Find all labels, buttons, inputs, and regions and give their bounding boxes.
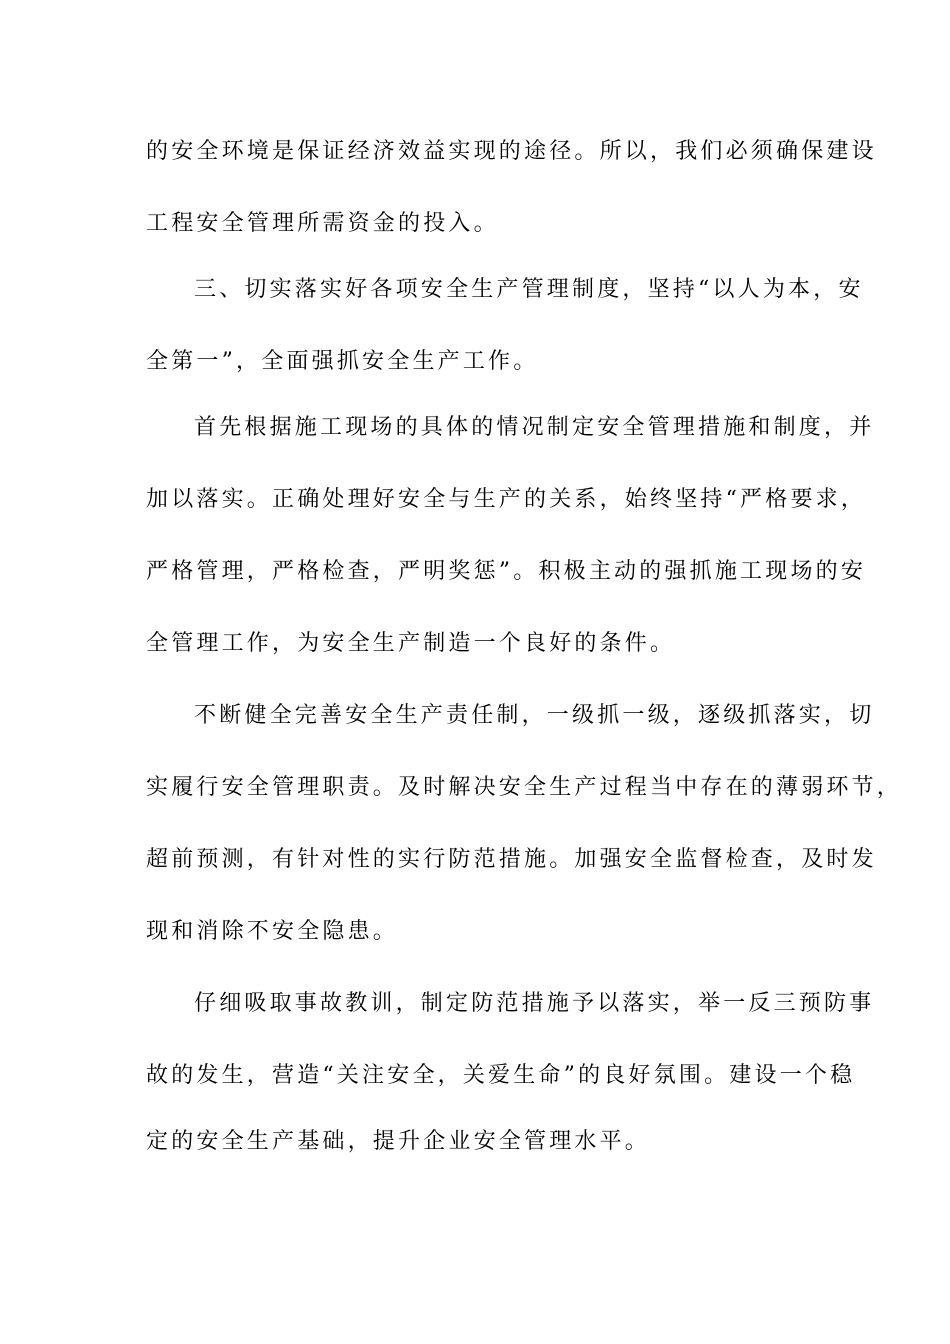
text-line: [0, 270, 950, 310]
line-text: 工程安全管理所需资金的投入。: [146, 211, 499, 236]
paragraph-first-line: 三、切实落实好各项安全生产管理制度，坚持“以人为本，安: [194, 277, 864, 302]
text-line: [0, 912, 950, 952]
line-text: 实履行安全管理职责。及时解决安全生产过程当中存在的薄弱环节，: [146, 775, 903, 800]
line-text: 的安全环境是保证经济效益实现的途径。所以，我们必须确保建设: [146, 139, 877, 164]
text-line: [0, 624, 950, 664]
line-text: 严格管理，严格检查，严明奖惩”。积极主动的强抓施工现场的安: [146, 559, 867, 584]
line-text: 定的安全生产基础，提升企业安全管理水平。: [146, 1129, 651, 1154]
paragraph-first-line: 不断健全完善安全生产责任制，一级抓一级，逐级抓落实，切: [194, 703, 875, 728]
text-line: [0, 840, 950, 880]
text-line: [0, 480, 950, 520]
text-line: [0, 984, 950, 1024]
text-line: [0, 408, 950, 448]
text-line: [0, 1056, 950, 1096]
text-line: [0, 696, 950, 736]
line-text: 超前预测，有针对性的实行防范措施。加强安全监督检查，及时发: [146, 847, 877, 872]
line-text: 现和消除不安全隐患。: [146, 919, 399, 944]
text-line: [0, 552, 950, 592]
line-text: 全第一”，全面强抓安全生产工作。: [146, 349, 539, 374]
paragraph-first-line: 仔细吸取事故教训，制定防范措施予以落实，举一反三预防事: [194, 991, 875, 1016]
text-line: [0, 342, 950, 382]
text-line: [0, 768, 950, 808]
text-line: [0, 132, 950, 172]
text-line: [0, 204, 950, 244]
line-text: 全管理工作，为安全生产制造一个良好的条件。: [146, 631, 676, 656]
text-line: [0, 1122, 950, 1162]
line-text: 加以落实。正确处理好安全与生产的关系，始终坚持“严格要求，: [146, 487, 867, 512]
line-text: 故的发生，营造“关注安全，关爱生命”的良好氛围。建设一个稳: [146, 1063, 856, 1088]
paragraph-first-line: 首先根据施工现场的具体的情况制定安全管理措施和制度，并: [194, 415, 875, 440]
